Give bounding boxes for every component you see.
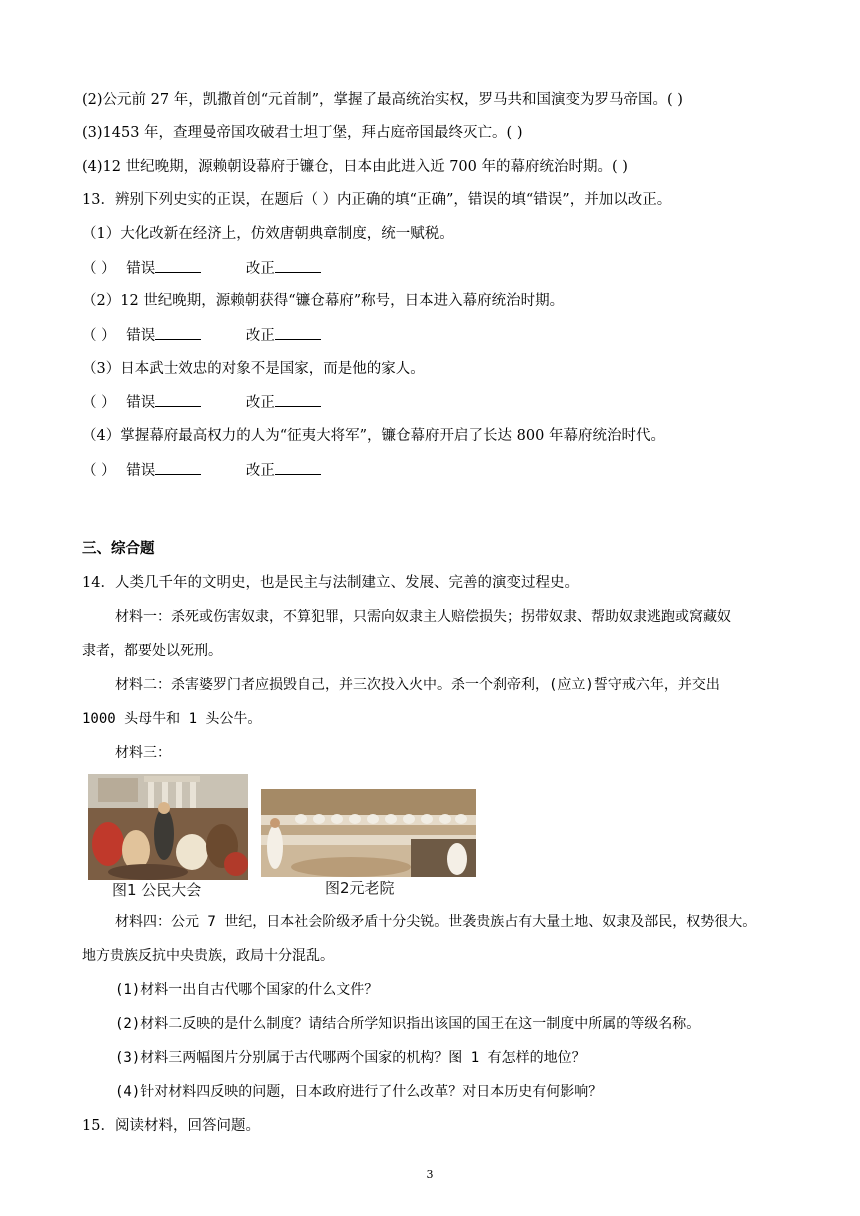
answer-paren: （ ） (82, 261, 116, 277)
figure-1-image (88, 774, 248, 880)
q13-stem: 13．辨别下列史实的正误，在题后（ ）内正确的填“正确”，错误的填“错误”，并加以改正。 (82, 192, 672, 208)
q13-item-2: （2）12 世纪晚期，源赖朝获得“镰仓幕府”称号，日本进入幕府统治时期。 (82, 293, 565, 309)
correct-label: 改正 (245, 261, 275, 277)
answer-paren: （ ） (82, 395, 116, 411)
q13-answer-row-3 (82, 392, 321, 413)
wrong-label: 错误 (126, 463, 156, 479)
material-4-line-2: 地方贵族反抗中央贵族，政局十分混乱。 (82, 948, 334, 964)
correct-label: 改正 (245, 328, 275, 344)
q13-answer-row-4 (82, 460, 321, 481)
sub-question-2: (2)材料二反映的是什么制度？请结合所学知识指出该国的国王在这一制度中所属的等级名称。 (115, 1016, 701, 1032)
material-2-line-2: 1000 头母牛和 1 头公牛。 (82, 711, 262, 727)
section-heading: 三、综合题 (82, 540, 155, 557)
correct-label: 改正 (245, 463, 275, 479)
q12-item-2: (2)公元前 27 年，凯撒首创“元首制”，掌握了最高统治实权，罗马共和国演变为罗马帝国。( ) (82, 92, 683, 108)
correct-blank[interactable] (275, 325, 321, 340)
q13-item-1: （1）大化改新在经济上，仿效唐朝典章制度，统一赋税。 (82, 226, 454, 242)
sub-question-3: (3)材料三两幅图片分别属于古代哪两个国家的机构？图 1 有怎样的地位？ (115, 1050, 586, 1066)
wrong-label: 错误 (126, 261, 156, 277)
wrong-blank[interactable] (155, 325, 201, 340)
q12-item-3: (3)1453 年，查理曼帝国攻破君士坦丁堡，拜占庭帝国最终灭亡。( ) (82, 125, 523, 141)
sub-question-4: (4)针对材料四反映的问题，日本政府进行了什么改革？对日本历史有何影响？ (115, 1084, 603, 1100)
q14-stem: 14．人类几千年的文明史，也是民主与法制建立、发展、完善的演变过程史。 (82, 575, 579, 591)
correct-label: 改正 (245, 395, 275, 411)
q13-answer-row-1 (82, 258, 321, 279)
correct-blank[interactable] (275, 392, 321, 407)
wrong-blank[interactable] (155, 392, 201, 407)
material-4-line-1: 材料四：公元 7 世纪，日本社会阶级矛盾十分尖锐。世袭贵族占有大量土地、奴隶及部民，权势很大。 (115, 914, 757, 930)
figure-2-caption: 图2元老院 (325, 879, 395, 897)
wrong-blank[interactable] (155, 460, 201, 475)
sub-question-1: (1)材料一出自古代哪个国家的什么文件？ (115, 982, 379, 998)
correct-blank[interactable] (275, 258, 321, 273)
wrong-label: 错误 (126, 328, 156, 344)
q13-item-3: （3）日本武士效忠的对象不是国家，而是他的家人。 (82, 361, 425, 377)
figure-2-image (261, 789, 476, 877)
q13-item-4: （4）掌握幕府最高权力的人为“征夷大将军”，镰仓幕府开启了长达 800 年幕府统治时代。 (82, 428, 665, 444)
wrong-label: 错误 (126, 395, 156, 411)
material-1-line-1: 材料一：杀死或伤害奴隶，不算犯罪，只需向奴隶主人赔偿损失；拐带奴隶、帮助奴隶逃跑或窝藏奴 (115, 609, 731, 625)
page-number: 3 (426, 1168, 434, 1181)
correct-blank[interactable] (275, 460, 321, 475)
material-3-label: 材料三： (115, 745, 171, 761)
q13-answer-row-2 (82, 325, 321, 346)
answer-paren: （ ） (82, 463, 116, 479)
material-2-line-1: 材料二：杀害婆罗门者应损毁自己，并三次投入火中。杀一个刹帝利，(应立)誓守戒六年，并交出 (115, 677, 720, 693)
answer-paren: （ ） (82, 328, 116, 344)
wrong-blank[interactable] (155, 258, 201, 273)
material-1-line-2: 隶者，都要处以死刑。 (82, 643, 222, 659)
figure-1-caption: 图1 公民大会 (112, 881, 202, 899)
q15-stem: 15．阅读材料，回答问题。 (82, 1118, 260, 1134)
q12-item-4: (4)12 世纪晚期，源赖朝设幕府于镰仓，日本由此进入近 700 年的幕府统治时期。( ) (82, 159, 628, 175)
